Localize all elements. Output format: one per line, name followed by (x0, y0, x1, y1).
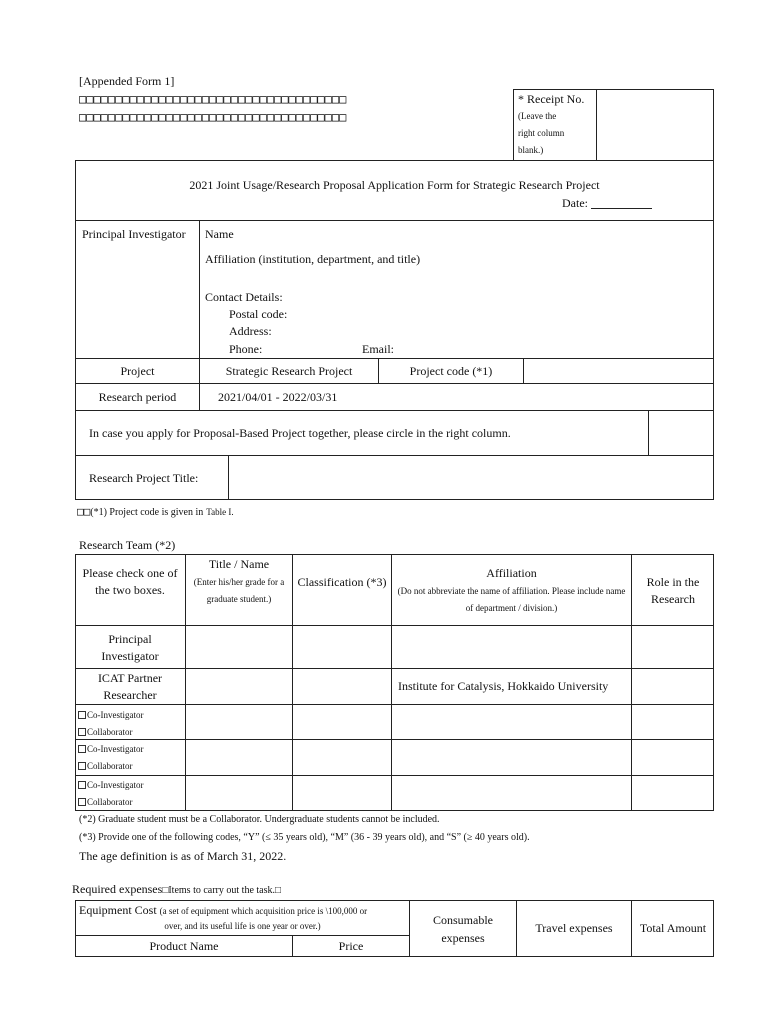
col-affiliation-header: Affiliation (486, 566, 537, 580)
equipment-note: over, and its useful life is one year or over.) (164, 921, 321, 931)
note-3: (*3) Provide one of the following codes, “Y” (≤ 35 years old), “M” (36 - 39 years old), and “S” (≥ 40 years old). (79, 832, 530, 843)
footnote-1-table: Table I. (206, 507, 234, 517)
note-2: (*2) Graduate student must be a Collaborator. Undergraduate students cannot be included. (79, 814, 440, 825)
role-checkbox-group (78, 777, 144, 811)
divider (409, 900, 410, 957)
partner-affiliation: Institute for Catalysis, Hokkaido University (398, 679, 609, 693)
pi-label: Principal Investigator (82, 227, 186, 241)
col-affiliation-note: (Do not abbreviate the name of affiliation. Please include name of department / division.) (397, 586, 626, 613)
age-note: The age definition is as of March 31, 2022. (79, 849, 287, 863)
pi-phone-label: Phone: (229, 342, 263, 356)
project-label: Project (120, 364, 155, 378)
garbled-text-line: □□□□□□□□□□□□□□□□□□□□□□□□□□□□□□□□□□□□□ (79, 110, 347, 124)
pi-email-label: Email: (362, 342, 394, 356)
row-pi-label: Principal Investigator (101, 632, 159, 663)
main-form-box (75, 160, 714, 500)
divider (75, 410, 714, 411)
collaborator-label: Collaborator (87, 797, 133, 807)
period-value: 2021/04/01 - 2022/03/31 (218, 390, 338, 404)
pi-address-label: Address: (229, 324, 272, 338)
col-title-header: Title / Name (208, 557, 270, 571)
proposal-note: In case you apply for Proposal-Based Project together, please circle in the right column. (89, 426, 511, 440)
expenses-heading (72, 882, 281, 897)
garbled-text-line: □□□□□□□□□□□□□□□□□□□□□□□□□□□□□□□□□□□□□ (79, 92, 347, 106)
co-investigator-option[interactable] (78, 707, 144, 724)
date-label: Date: (562, 196, 588, 210)
footnote-1 (77, 504, 234, 519)
pi-postal-label: Postal code: (229, 307, 288, 321)
research-title-label: Research Project Title: (89, 471, 199, 485)
equipment-cost-header (79, 903, 367, 918)
role-checkbox-group (78, 707, 144, 741)
consumable-header: Consumable expenses (433, 913, 493, 945)
co-investigator-label: Co-Investigator (87, 744, 144, 754)
total-header: Total Amount (639, 921, 707, 935)
project-code-label: Project code (*1) (409, 364, 493, 378)
date-field[interactable] (591, 208, 652, 209)
collaborator-label: Collaborator (87, 727, 133, 737)
checkbox[interactable] (78, 745, 86, 753)
co-investigator-option[interactable] (78, 741, 144, 758)
checkbox[interactable] (78, 711, 86, 719)
equipment-label: Equipment Cost (79, 903, 157, 917)
receipt-note: blank.) (518, 145, 544, 155)
garbled-prefix: □□ (77, 505, 91, 518)
divider (631, 554, 632, 811)
divider (292, 554, 293, 811)
divider (75, 220, 714, 221)
receipt-number-field[interactable] (597, 90, 713, 160)
divider (391, 554, 392, 811)
checkbox[interactable] (78, 762, 86, 770)
receipt-note: right column (518, 128, 565, 138)
form-title: 2021 Joint Usage/Research Proposal Application Form for Strategic Research Project (189, 178, 600, 192)
expenses-heading-note: □Items to carry out the task.□ (162, 885, 282, 896)
equipment-note: (a set of equipment which acquisition price is \100,000 or (159, 906, 368, 916)
pi-contact-label: Contact Details: (205, 290, 283, 304)
divider (199, 220, 200, 410)
role-checkbox-group (78, 741, 144, 775)
collaborator-option[interactable] (78, 758, 144, 775)
pi-affiliation-label: Affiliation (institution, department, and title) (205, 252, 421, 266)
team-heading: Research Team (*2) (79, 538, 176, 552)
col-title-note: (Enter his/her grade for a graduate student.) (193, 577, 285, 604)
collaborator-option[interactable] (78, 794, 144, 811)
divider (185, 554, 186, 811)
form-label: [Appended Form 1] (79, 74, 175, 88)
col-check-header: Please check one of the two boxes. (82, 566, 178, 597)
project-code-field[interactable] (524, 359, 713, 383)
row-partner-label: ICAT Partner Researcher (97, 671, 163, 702)
co-investigator-option[interactable] (78, 777, 144, 794)
project-value: Strategic Research Project (225, 364, 353, 378)
checkbox[interactable] (78, 781, 86, 789)
divider (75, 935, 409, 936)
research-title-field[interactable] (229, 456, 713, 499)
co-investigator-label: Co-Investigator (87, 780, 144, 790)
col-class-header: Classification (*3) (297, 575, 387, 589)
divider (75, 625, 714, 626)
collaborator-option[interactable] (78, 724, 144, 741)
price-header: Price (338, 939, 364, 953)
divider (75, 383, 714, 384)
divider (75, 704, 714, 705)
collaborator-label: Collaborator (87, 761, 133, 771)
proposal-circle-field[interactable] (649, 411, 713, 455)
col-role-header: Role in the Research (646, 575, 700, 606)
travel-header: Travel expenses (535, 921, 613, 935)
pi-name-label: Name (205, 227, 234, 241)
divider (75, 668, 714, 669)
checkbox[interactable] (78, 728, 86, 736)
divider (75, 739, 714, 740)
footnote-1-text: (*1) Project code is given in (90, 507, 204, 518)
product-name-header: Product Name (149, 939, 219, 953)
receipt-title: * Receipt No. (518, 92, 585, 106)
divider (75, 775, 714, 776)
period-label: Research period (98, 390, 177, 404)
co-investigator-label: Co-Investigator (87, 710, 144, 720)
expenses-heading-text: Required expenses (72, 882, 163, 896)
receipt-note: (Leave the (518, 111, 557, 121)
checkbox[interactable] (78, 798, 86, 806)
